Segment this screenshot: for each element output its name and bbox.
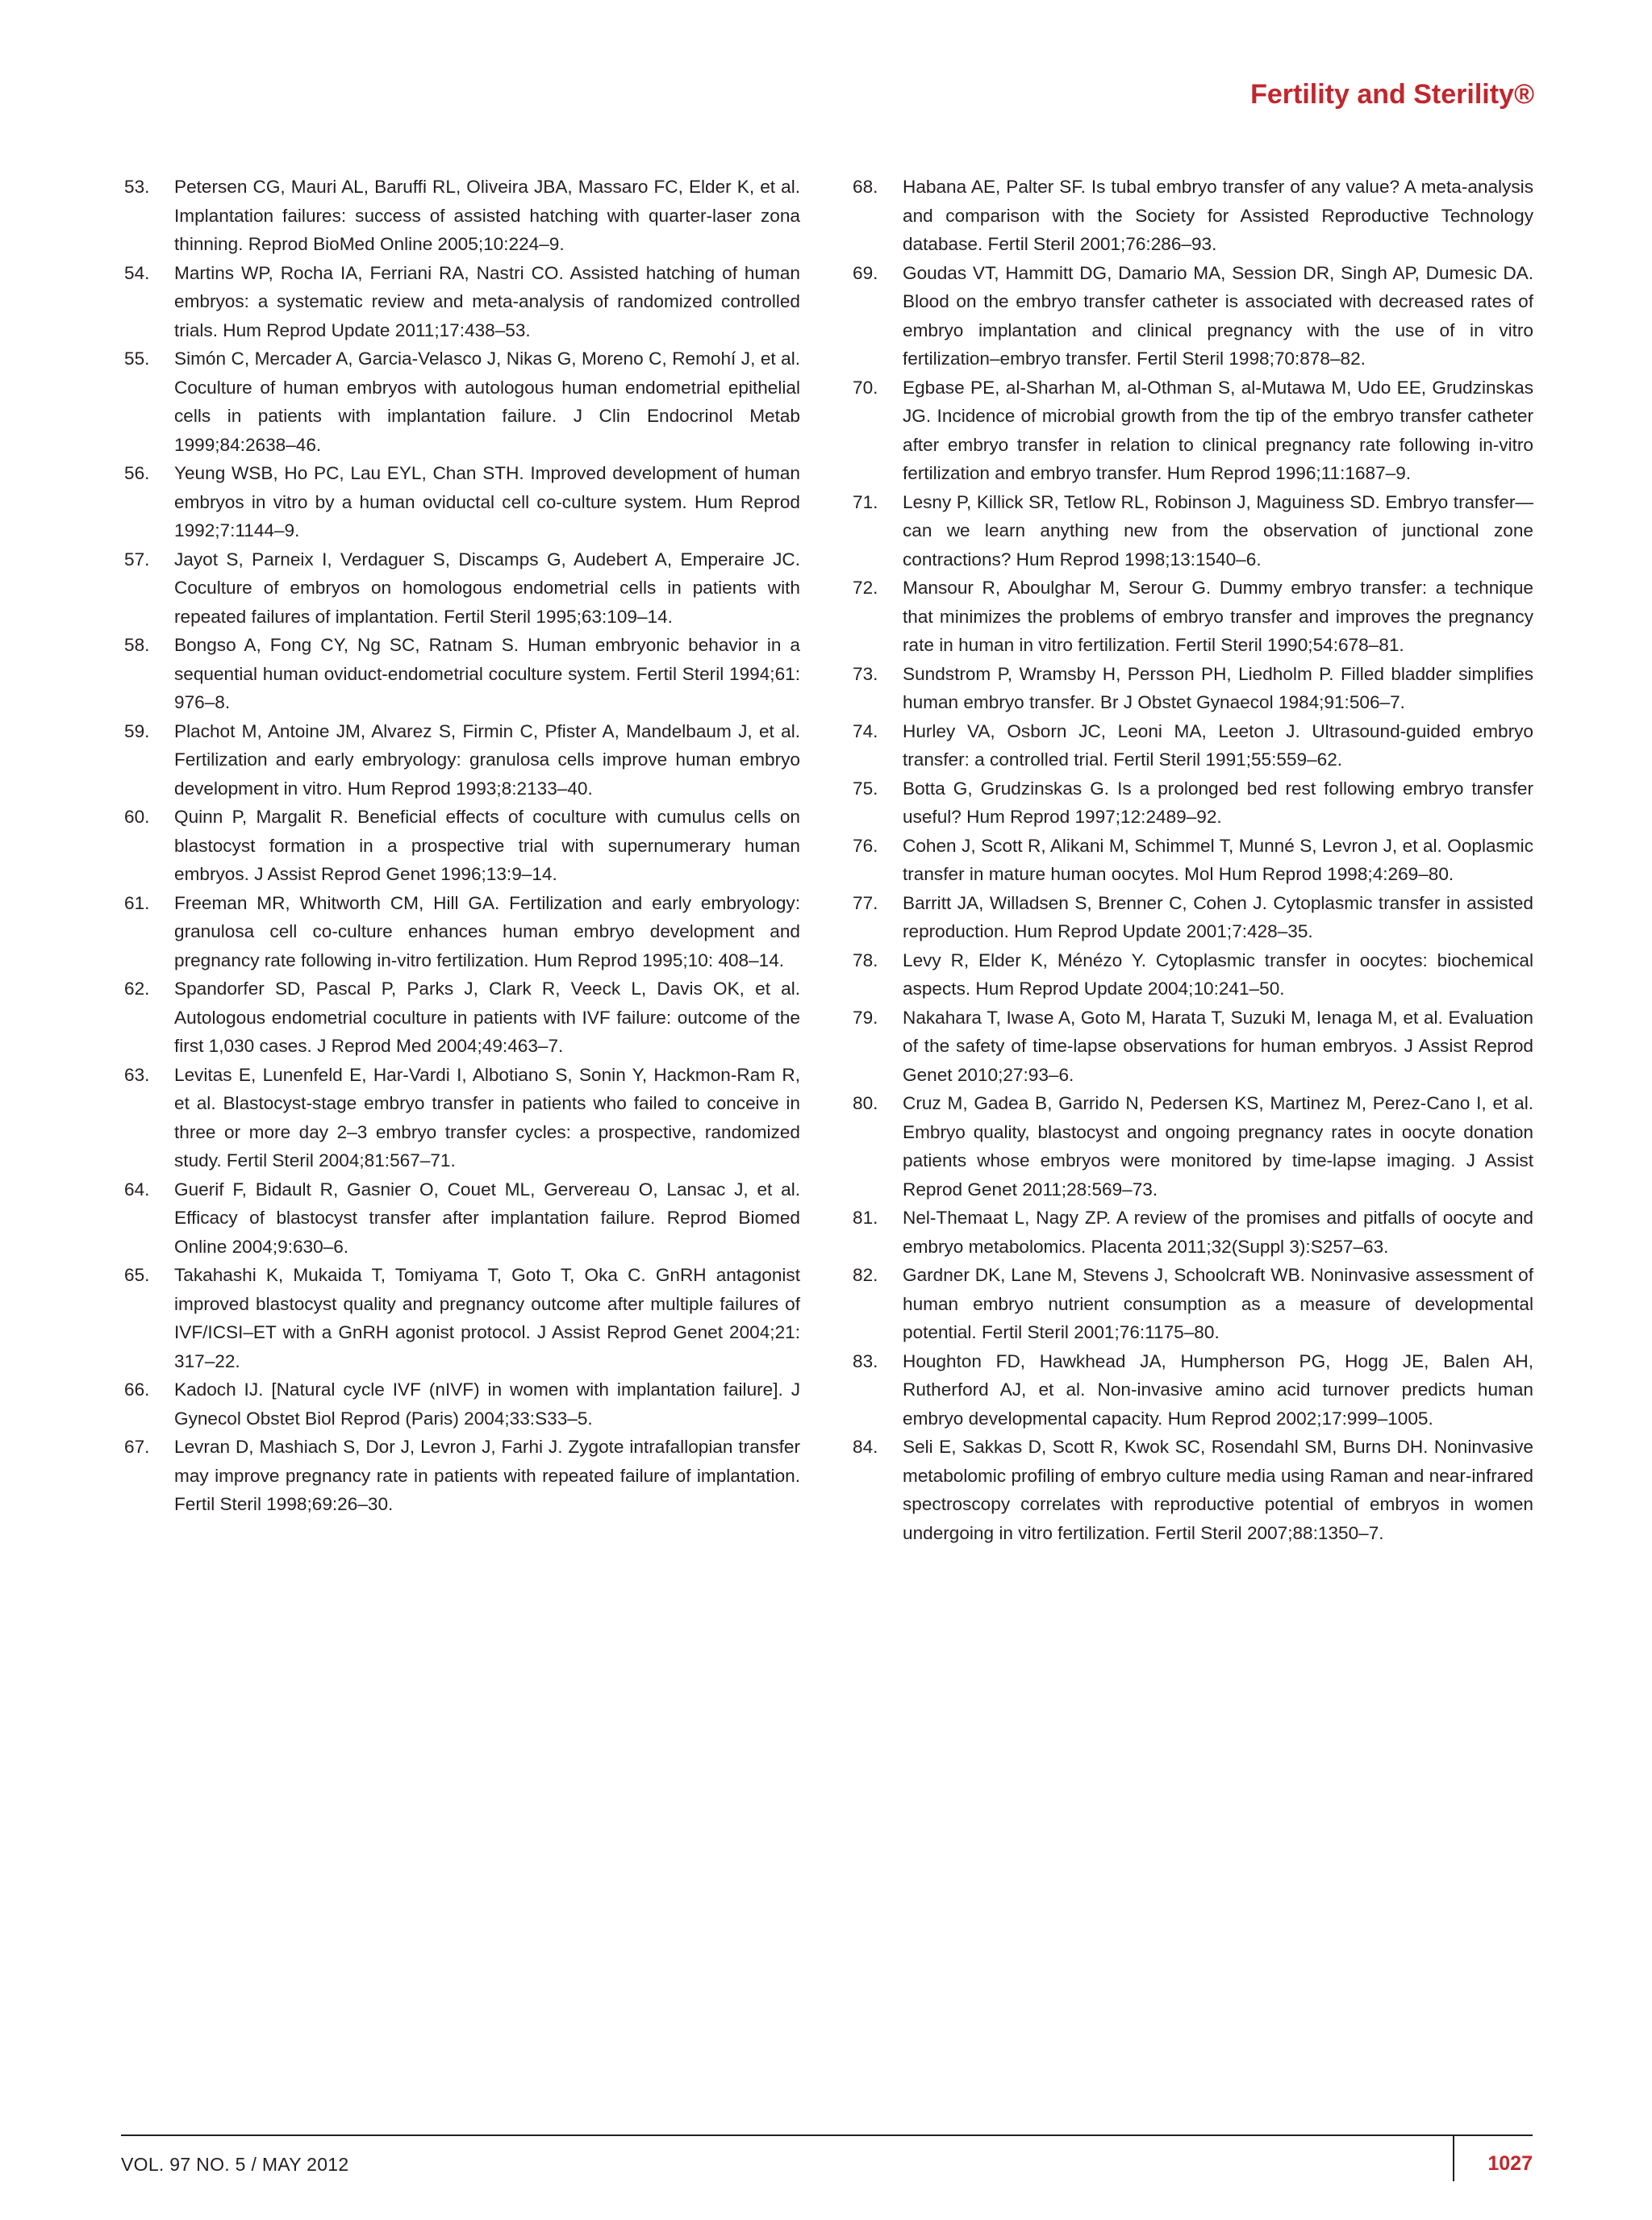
footer-divider — [1453, 2134, 1454, 2181]
reference-item — [849, 259, 1533, 373]
reference-number: 74. — [853, 720, 878, 741]
reference-list-right — [849, 173, 1533, 1547]
reference-item — [849, 1261, 1533, 1347]
reference-text: Petersen CG, Mauri AL, Baruffi RL, Oliveira JBA, Massaro FC, Elder K, et al. Implantation failures: success of assisted hatching with quarter-laser zona thinning. Reprod BioMed Online 2005;10:224–9. — [174, 177, 800, 254]
reference-text: Lesny P, Killick SR, Tetlow RL, Robinson J, Maguiness SD. Embryo transfer—can we learn anything new from the observation of junctional zone contractions? Hum Reprod 1998;13:1540–6. — [903, 491, 1533, 570]
reference-number: 75. — [853, 778, 878, 799]
reference-text: Levy R, Elder K, Ménézo Y. Cytoplasmic transfer in oocytes: biochemical aspects. Hum Reprod Update 2004;10:241–50. — [903, 949, 1533, 999]
reference-item — [849, 660, 1533, 717]
reference-number: 69. — [853, 262, 878, 283]
reference-item — [849, 717, 1533, 774]
reference-item — [121, 803, 800, 889]
reference-text: Sundstrom P, Wramsby H, Persson PH, Liedholm P. Filled bladder simplifies human embryo transfer. Br J Obstet Gynaecol 1984;91:506–7. — [903, 663, 1533, 712]
reference-text: Barritt JA, Willadsen S, Brenner C, Cohen J. Cytoplasmic transfer in assisted reproduction. Hum Reprod Update 2001;7:428–35. — [903, 892, 1533, 941]
reference-number: 79. — [853, 1007, 878, 1028]
reference-number: 65. — [124, 1265, 150, 1285]
reference-item — [849, 1204, 1533, 1261]
reference-text: Mansour R, Aboulghar M, Serour G. Dummy embryo transfer: a technique that minimizes the problems of embryo transfer and improves the pregnancy rate in human in vitro fertilization. Fertil Steril 1990;54:678–81. — [903, 578, 1533, 655]
reference-text: Botta G, Grudzinskas G. Is a prolonged bed rest following embryo transfer useful? Hum Reprod 1997;12:2489–92. — [903, 778, 1533, 827]
reference-number: 60. — [124, 807, 150, 827]
reference-number: 55. — [124, 348, 150, 369]
reference-list-left — [121, 173, 800, 1519]
reference-number: 72. — [853, 578, 878, 598]
reference-item — [849, 373, 1533, 488]
reference-number: 82. — [853, 1265, 878, 1285]
reference-number: 70. — [853, 377, 878, 398]
reference-number: 62. — [124, 979, 150, 999]
reference-text: Seli E, Sakkas D, Scott R, Kwok SC, Rosendahl SM, Burns DH. Noninvasive metabolomic profiling of embryo culture media using Raman and near-infrared spectroscopy correlates with reproductive potential of embryos in women undergoing in vitro fertilization. Fertil Steril 2007;88:1350–7. — [903, 1437, 1533, 1543]
reference-item — [849, 1433, 1533, 1547]
reference-item — [849, 1004, 1533, 1090]
reference-text: Takahashi K, Mukaida T, Tomiyama T, Goto T, Oka C. GnRH antagonist improved blastocyst quality and pregnancy outcome after multiple failures of IVF/ICSI–ET with a GnRH agonist protocol. J Assist Reprod Genet 2004;21: 317–22. — [174, 1265, 800, 1371]
reference-item — [121, 974, 800, 1061]
reference-number: 71. — [853, 491, 878, 512]
reference-number: 63. — [124, 1064, 150, 1085]
reference-item — [121, 173, 800, 259]
reference-number: 61. — [124, 892, 150, 913]
reference-text: Levitas E, Lunenfeld E, Har-Vardi I, Albotiano S, Sonin Y, Hackmon-Ram R, et al. Blastocyst-stage embryo transfer in patients who failed to conceive in three or more day 2–3 embryo transfer cycles: a prospective, randomized study. Fertil Steril 2004;81:567–71. — [174, 1064, 800, 1171]
reference-text: Egbase PE, al-Sharhan M, al-Othman S, al-Mutawa M, Udo EE, Grudzinskas JG. Incidence of microbial growth from the tip of the embryo transfer catheter after embryo transfer in relation to clinical pregnancy rate following in-vitro fertilization and embryo transfer. Hum Reprod 1996;11:1687–9. — [903, 377, 1533, 483]
reference-number: 54. — [124, 262, 150, 283]
reference-item — [849, 832, 1533, 889]
reference-number: 68. — [853, 177, 878, 197]
reference-text: Cohen J, Scott R, Alikani M, Schimmel T, Munné S, Levron J, et al. Ooplasmic transfer in mature human oocytes. Mol Hum Reprod 1998;4:269–80. — [903, 835, 1533, 884]
reference-text: Quinn P, Margalit R. Beneficial effects of coculture with cumulus cells on blastocyst formation in a prospective trial with supernumerary human embryos. J Assist Reprod Genet 1996;13:9–14. — [174, 807, 800, 884]
reference-text: Habana AE, Palter SF. Is tubal embryo transfer of any value? A meta-analysis and comparison with the Society for Assisted Reproductive Technology database. Fertil Steril 2001;76:286–93. — [903, 177, 1533, 254]
reference-number: 81. — [853, 1208, 878, 1228]
reference-item — [849, 1347, 1533, 1433]
reference-text: Plachot M, Antoine JM, Alvarez S, Firmin C, Pfister A, Mandelbaum J, et al. Fertilization and early embryology: granulosa cells improve human embryo development in vitro. Hum Reprod 1993;8:2133–40. — [174, 720, 800, 799]
reference-item — [121, 259, 800, 345]
reference-text: Cruz M, Gadea B, Garrido N, Pedersen KS, Martinez M, Perez-Cano I, et al. Embryo quality, blastocyst and ongoing pregnancy rates in oocyte donation patients whose embryos were monitored by time-lapse imaging. J Assist Reprod Genet 2011;28:569–73. — [903, 1093, 1533, 1200]
reference-item — [121, 545, 800, 632]
reference-number: 77. — [853, 892, 878, 913]
reference-text: Kadoch IJ. [Natural cycle IVF (nIVF) in women with implantation failure]. J Gynecol Obstet Biol Reprod (Paris) 2004;33:S33–5. — [174, 1379, 800, 1429]
reference-item — [121, 717, 800, 803]
reference-text: Gardner DK, Lane M, Stevens J, Schoolcraft WB. Noninvasive assessment of human embryo nutrient consumption as a measure of developmental potential. Fertil Steril 2001;76:1175–80. — [903, 1265, 1533, 1342]
reference-text: Martins WP, Rocha IA, Ferriani RA, Nastri CO. Assisted hatching of human embryos: a systematic review and meta-analysis of randomized controlled trials. Hum Reprod Update 2011;17:438–53. — [174, 262, 800, 340]
reference-number: 53. — [124, 177, 150, 197]
reference-text: Levran D, Mashiach S, Dor J, Levron J, Farhi J. Zygote intrafallopian transfer may improve pregnancy rate in patients with repeated failure of implantation. Fertil Steril 1998;69:26–30. — [174, 1437, 800, 1514]
reference-text: Spandorfer SD, Pascal P, Parks J, Clark R, Veeck L, Davis OK, et al. Autologous endometrial coculture in patients with IVF failure: outcome of the first 1,030 cases. J Reprod Med 2004;49:463–7. — [174, 979, 800, 1056]
reference-item — [121, 1061, 800, 1175]
journal-title: Fertility and Sterility® — [1250, 79, 1534, 110]
reference-number: 83. — [853, 1350, 878, 1371]
reference-item — [121, 1261, 800, 1375]
reference-number: 80. — [853, 1093, 878, 1113]
reference-number: 84. — [853, 1437, 878, 1457]
reference-number: 64. — [124, 1179, 150, 1200]
reference-text: Freeman MR, Whitworth CM, Hill GA. Fertilization and early embryology: granulosa cell co-culture enhances human embryo development and pregnancy rate following in-vitro fertilization. Hum Reprod 1995;10: 408–14. — [174, 892, 800, 970]
reference-item — [121, 1175, 800, 1262]
reference-item — [849, 574, 1533, 660]
reference-item — [121, 631, 800, 717]
reference-text: Nakahara T, Iwase A, Goto M, Harata T, Suzuki M, Ienaga M, et al. Evaluation of the safety of time-lapse observations for human embryos. J Assist Reprod Genet 2010;27:93–6. — [903, 1007, 1533, 1085]
reference-item — [849, 173, 1533, 259]
page-number: 1027 — [1487, 2152, 1533, 2175]
reference-item — [121, 459, 800, 545]
reference-number: 58. — [124, 635, 150, 655]
footer-issue: VOL. 97 NO. 5 / MAY 2012 — [121, 2154, 349, 2175]
reference-item — [849, 488, 1533, 574]
reference-item — [849, 946, 1533, 1004]
reference-text: Nel-Themaat L, Nagy ZP. A review of the promises and pitfalls of oocyte and embryo metabolomics. Placenta 2011;32(Suppl 3):S257–63. — [903, 1208, 1533, 1257]
footer-rule — [121, 2134, 1533, 2136]
reference-text: Jayot S, Parneix I, Verdaguer S, Discamps G, Audebert A, Emperaire JC. Coculture of embryos on homologous endometrial cells in patients with repeated failures of implantation. Fertil Steril 1995;63:109–14. — [174, 549, 800, 627]
reference-item — [121, 1375, 800, 1433]
reference-number: 73. — [853, 663, 878, 684]
reference-number: 59. — [124, 720, 150, 741]
reference-text: Houghton FD, Hawkhead JA, Humpherson PG, Hogg JE, Balen AH, Rutherford AJ, et al. Non-invasive amino acid turnover predicts human embryo developmental capacity. Hum Reprod 2002;17:999–1005. — [903, 1350, 1533, 1429]
reference-number: 57. — [124, 549, 150, 570]
reference-text: Goudas VT, Hammitt DG, Damario MA, Session DR, Singh AP, Dumesic DA. Blood on the embryo transfer catheter is associated with decreased rates of embryo implantation and clinical pregnancy with the use of in vitro fertilization–embryo transfer. Fertil Steril 1998;70:878–82. — [903, 262, 1533, 369]
reference-item — [849, 774, 1533, 832]
reference-item — [121, 1433, 800, 1519]
reference-text: Guerif F, Bidault R, Gasnier O, Couet ML, Gervereau O, Lansac J, et al. Efficacy of blastocyst transfer after implantation failure. Reprod Biomed Online 2004;9:630–6. — [174, 1179, 800, 1257]
reference-item — [121, 344, 800, 459]
reference-number: 67. — [124, 1437, 150, 1457]
reference-number: 56. — [124, 463, 150, 483]
reference-text: Bongso A, Fong CY, Ng SC, Ratnam S. Human embryonic behavior in a sequential human oviduct-endometrial coculture system. Fertil Steril 1994;61: 976–8. — [174, 635, 800, 712]
reference-number: 66. — [124, 1379, 150, 1400]
reference-text: Hurley VA, Osborn JC, Leoni MA, Leeton J. Ultrasound-guided embryo transfer: a controlled trial. Fertil Steril 1991;55:559–62. — [903, 720, 1533, 770]
reference-number: 78. — [853, 949, 878, 970]
reference-text: Yeung WSB, Ho PC, Lau EYL, Chan STH. Improved development of human embryos in vitro by a human oviductal cell co-culture system. Hum Reprod 1992;7:1144–9. — [174, 463, 800, 540]
reference-item — [849, 889, 1533, 946]
reference-number: 76. — [853, 835, 878, 856]
reference-item — [849, 1089, 1533, 1204]
reference-text: Simón C, Mercader A, Garcia-Velasco J, Nikas G, Moreno C, Remohí J, et al. Coculture of human embryos with autologous human endometrial epithelial cells in patients with implantation failure. J Clin Endocrinol Metab 1999;84:2638–46. — [174, 348, 800, 455]
reference-item — [121, 889, 800, 975]
